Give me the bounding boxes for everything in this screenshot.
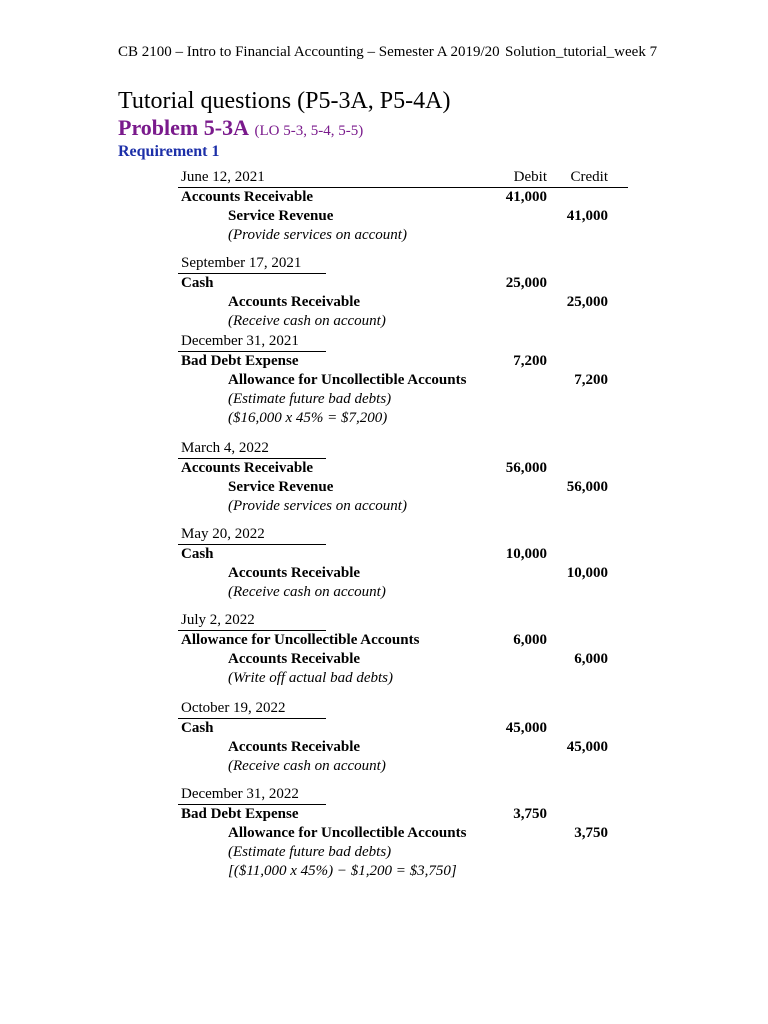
- credit-account: Allowance for Uncollectible Accounts: [228, 372, 467, 388]
- credit-account: Service Revenue: [228, 479, 334, 495]
- course-header: CB 2100 – Intro to Financial Accounting – Semester A 2019/20: [118, 44, 500, 60]
- credit-account: Accounts Receivable: [228, 651, 361, 667]
- debit-amount: 7,200: [513, 353, 547, 369]
- entry-row: [0, 439, 768, 458]
- entry-row: [0, 805, 768, 824]
- requirement-heading: Requirement 1: [118, 143, 220, 160]
- entry-row: [0, 274, 768, 293]
- credit-column-header: Credit: [570, 169, 608, 185]
- debit-amount: 25,000: [505, 275, 547, 291]
- entry-row: [0, 478, 768, 497]
- debit-column-header: Debit: [513, 169, 547, 185]
- entry-row: [0, 168, 768, 187]
- problem-heading: [118, 114, 363, 145]
- debit-amount: 45,000: [505, 720, 547, 736]
- credit-account: Accounts Receivable: [228, 739, 361, 755]
- entry-date: October 19, 2022: [181, 700, 286, 716]
- debit-amount: 41,000: [505, 189, 547, 205]
- entry-date: June 12, 2021: [181, 169, 265, 185]
- entry-memo: (Receive cash on account): [228, 584, 386, 600]
- entry-row: [0, 312, 768, 331]
- entry-row: [0, 207, 768, 226]
- entry-row: [0, 564, 768, 583]
- debit-amount: 56,000: [505, 460, 547, 476]
- credit-account: Accounts Receivable: [228, 565, 361, 581]
- entry-memo: [($11,000 x 45%) − $1,200 = $3,750]: [228, 863, 457, 879]
- entry-row: [0, 409, 768, 428]
- entry-row: [0, 371, 768, 390]
- page-header: [0, 40, 768, 66]
- learning-objectives: (LO 5-3, 5-4, 5-5): [254, 123, 364, 139]
- entry-row: [0, 611, 768, 630]
- debit-account: Bad Debt Expense: [181, 806, 299, 822]
- entry-row: [0, 390, 768, 409]
- entry-row: [0, 699, 768, 718]
- entry-row: [0, 669, 768, 688]
- entry-row: [0, 650, 768, 669]
- entry-row: [0, 738, 768, 757]
- credit-amount: 7,200: [574, 372, 608, 388]
- credit-amount: 6,000: [574, 651, 608, 667]
- debit-account: Accounts Receivable: [181, 460, 314, 476]
- credit-amount: 41,000: [566, 208, 608, 224]
- entry-memo: (Estimate future bad debts): [228, 844, 392, 860]
- entry-memo: ($16,000 x 45% = $7,200): [228, 410, 388, 426]
- entry-date: May 20, 2022: [181, 526, 265, 542]
- page-title: Tutorial questions (P5-3A, P5-4A): [118, 88, 451, 114]
- entry-row: [0, 824, 768, 843]
- debit-amount: 10,000: [505, 546, 547, 562]
- credit-account: Service Revenue: [228, 208, 334, 224]
- entry-date: March 4, 2022: [181, 440, 269, 456]
- entry-date: December 31, 2022: [181, 786, 299, 802]
- entry-row: [0, 497, 768, 516]
- debit-account: Allowance for Uncollectible Accounts: [181, 632, 420, 648]
- entry-memo: (Provide services on account): [228, 498, 407, 514]
- entry-memo: (Provide services on account): [228, 227, 407, 243]
- credit-amount: 3,750: [574, 825, 608, 841]
- entry-row: [0, 459, 768, 478]
- entry-row: [0, 352, 768, 371]
- entry-row: [0, 525, 768, 544]
- entry-row: [0, 583, 768, 602]
- entry-date: December 31, 2021: [181, 333, 299, 349]
- entry-memo: (Receive cash on account): [228, 758, 386, 774]
- entry-row: [0, 254, 768, 273]
- credit-account: Accounts Receivable: [228, 294, 361, 310]
- entry-date: September 17, 2021: [181, 255, 302, 271]
- entry-memo: (Estimate future bad debts): [228, 391, 392, 407]
- entry-row: [0, 719, 768, 738]
- debit-amount: 3,750: [513, 806, 547, 822]
- credit-account: Allowance for Uncollectible Accounts: [228, 825, 467, 841]
- debit-amount: 6,000: [513, 632, 547, 648]
- file-header: Solution_tutorial_week 7: [505, 44, 658, 60]
- entry-row: [0, 843, 768, 862]
- entry-row: [0, 631, 768, 650]
- debit-account: Accounts Receivable: [181, 189, 314, 205]
- entry-row: [0, 226, 768, 245]
- entry-row: [0, 785, 768, 804]
- credit-amount: 10,000: [566, 565, 608, 581]
- entry-memo: (Receive cash on account): [228, 313, 386, 329]
- debit-account: Bad Debt Expense: [181, 353, 299, 369]
- credit-amount: 25,000: [566, 294, 608, 310]
- entry-row: [0, 545, 768, 564]
- debit-account: Cash: [181, 546, 214, 562]
- entry-date: July 2, 2022: [181, 612, 255, 628]
- credit-amount: 45,000: [566, 739, 608, 755]
- debit-account: Cash: [181, 275, 214, 291]
- entry-row: [0, 862, 768, 881]
- credit-amount: 56,000: [566, 479, 608, 495]
- problem-label: Problem 5-3A: [118, 115, 249, 140]
- entry-memo: (Write off actual bad debts): [228, 670, 393, 686]
- entry-row: [0, 757, 768, 776]
- entry-row: [0, 293, 768, 312]
- debit-account: Cash: [181, 720, 214, 736]
- entry-row: [0, 332, 768, 351]
- entry-row: [0, 188, 768, 207]
